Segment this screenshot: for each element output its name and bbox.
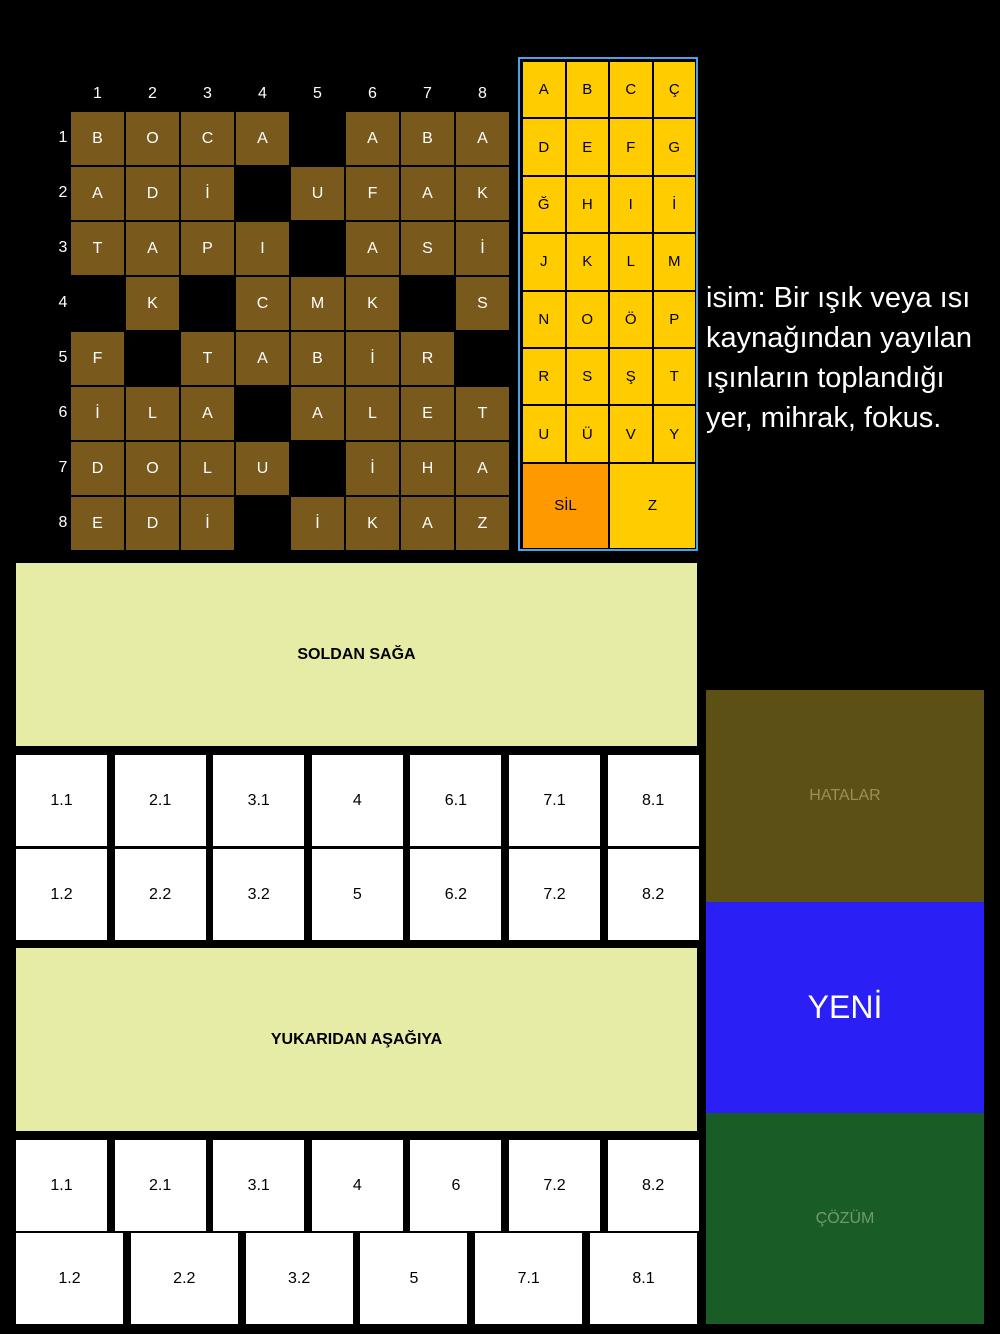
clue-button[interactable]: 5 bbox=[360, 1233, 467, 1324]
grid-cell[interactable]: K bbox=[126, 277, 179, 330]
clue-text: isim: Bir ışık veya ısı kaynağından yayılan ışınların toplandığı yer, mihrak, fokus. bbox=[706, 282, 973, 434]
letter-key[interactable]: Y bbox=[654, 406, 696, 461]
grid-cell[interactable]: S bbox=[456, 277, 509, 330]
grid-cell[interactable]: U bbox=[291, 167, 344, 220]
grid-cell[interactable]: F bbox=[71, 332, 124, 385]
letter-key[interactable]: Ü bbox=[567, 406, 609, 461]
grid-cell[interactable]: D bbox=[71, 442, 124, 495]
letter-key[interactable]: P bbox=[654, 292, 696, 347]
new-game-button[interactable]: YENİ bbox=[706, 902, 984, 1113]
solution-button[interactable]: ÇÖZÜM bbox=[706, 1113, 984, 1324]
grid-cell[interactable]: R bbox=[401, 332, 454, 385]
clue-button[interactable]: 3.1 bbox=[213, 1140, 304, 1231]
grid-cell[interactable]: A bbox=[456, 112, 509, 165]
clue-button[interactable]: 8.1 bbox=[608, 755, 699, 846]
delete-key[interactable]: SİL bbox=[523, 464, 608, 548]
grid-cell[interactable]: B bbox=[401, 112, 454, 165]
letter-key[interactable]: H bbox=[567, 177, 609, 232]
clue-button[interactable]: 3.2 bbox=[246, 1233, 353, 1324]
letter-key[interactable]: Ç bbox=[654, 62, 696, 117]
grid-cell[interactable]: D bbox=[126, 167, 179, 220]
clue-button[interactable]: 8.1 bbox=[590, 1233, 697, 1324]
grid-cell[interactable]: İ bbox=[181, 167, 234, 220]
letter-key[interactable]: R bbox=[523, 349, 565, 404]
row-label: 8 bbox=[58, 514, 68, 531]
grid-cell[interactable]: Z bbox=[456, 497, 509, 550]
grid-cell[interactable]: I bbox=[236, 222, 289, 275]
down-header[interactable]: YUKARIDAN AŞAĞIYA bbox=[16, 948, 697, 1131]
letter-key[interactable]: Ö bbox=[610, 292, 652, 347]
letter-key[interactable]: T bbox=[654, 349, 696, 404]
clue-button[interactable]: 1.2 bbox=[16, 849, 107, 940]
column-label: 7 bbox=[423, 85, 432, 102]
clue-button[interactable]: 7.2 bbox=[509, 849, 600, 940]
letter-key-z[interactable]: Z bbox=[610, 464, 695, 548]
across-header[interactable]: SOLDAN SAĞA bbox=[16, 563, 697, 746]
grid-cell[interactable]: A bbox=[401, 497, 454, 550]
letter-key[interactable]: A bbox=[523, 62, 565, 117]
column-label: 2 bbox=[148, 85, 157, 102]
letter-key[interactable]: U bbox=[523, 406, 565, 461]
grid-cell[interactable]: P bbox=[181, 222, 234, 275]
clue-button[interactable]: 6.1 bbox=[410, 755, 501, 846]
grid-cell[interactable]: A bbox=[346, 112, 399, 165]
grid-cell[interactable]: A bbox=[236, 332, 289, 385]
grid-cell[interactable]: A bbox=[401, 167, 454, 220]
clue-button[interactable]: 2.1 bbox=[115, 1140, 206, 1231]
letter-key[interactable]: S bbox=[567, 349, 609, 404]
column-label: 6 bbox=[368, 85, 377, 102]
clue-button[interactable]: 5 bbox=[312, 849, 403, 940]
clue-button[interactable]: 3.1 bbox=[213, 755, 304, 846]
grid-cell[interactable]: K bbox=[346, 277, 399, 330]
letter-keyboard bbox=[518, 57, 698, 551]
letter-key[interactable]: I bbox=[610, 177, 652, 232]
clue-button[interactable]: 2.1 bbox=[115, 755, 206, 846]
row-label: 5 bbox=[58, 349, 68, 366]
letter-key[interactable]: K bbox=[567, 234, 609, 289]
grid-cell[interactable]: İ bbox=[291, 497, 344, 550]
row-label: 1 bbox=[58, 129, 68, 146]
row-label: 4 bbox=[58, 294, 68, 311]
grid-cell[interactable]: L bbox=[346, 387, 399, 440]
letter-key[interactable]: İ bbox=[654, 177, 696, 232]
letter-key[interactable]: J bbox=[523, 234, 565, 289]
grid-cell[interactable]: A bbox=[181, 387, 234, 440]
grid-cell[interactable]: K bbox=[346, 497, 399, 550]
clue-button[interactable]: 1.1 bbox=[16, 1140, 107, 1231]
clue-button[interactable]: 4 bbox=[312, 1140, 403, 1231]
letter-key[interactable]: C bbox=[610, 62, 652, 117]
grid-cell[interactable]: A bbox=[456, 442, 509, 495]
clue-button[interactable]: 8.2 bbox=[608, 1140, 699, 1231]
letter-key[interactable]: M bbox=[654, 234, 696, 289]
grid-cell[interactable]: H bbox=[401, 442, 454, 495]
grid-cell[interactable]: L bbox=[181, 442, 234, 495]
grid-cell[interactable]: O bbox=[126, 442, 179, 495]
letter-key[interactable]: V bbox=[610, 406, 652, 461]
grid-cell[interactable]: M bbox=[291, 277, 344, 330]
grid-cell[interactable]: F bbox=[346, 167, 399, 220]
grid-cell[interactable]: E bbox=[401, 387, 454, 440]
grid-cell[interactable]: B bbox=[291, 332, 344, 385]
grid-cell[interactable]: İ bbox=[346, 442, 399, 495]
grid-cell[interactable]: A bbox=[126, 222, 179, 275]
clue-button[interactable]: 7.1 bbox=[475, 1233, 582, 1324]
grid-cell[interactable]: C bbox=[236, 277, 289, 330]
row-label: 2 bbox=[58, 184, 68, 201]
clue-button[interactable]: 7.1 bbox=[509, 755, 600, 846]
letter-key[interactable]: B bbox=[567, 62, 609, 117]
column-label: 1 bbox=[93, 85, 102, 102]
errors-button[interactable]: HATALAR bbox=[706, 690, 984, 902]
letter-key[interactable]: E bbox=[567, 119, 609, 174]
grid-cell[interactable]: B bbox=[71, 112, 124, 165]
grid-cell[interactable]: E bbox=[71, 497, 124, 550]
grid-cell[interactable]: T bbox=[181, 332, 234, 385]
grid-cell[interactable]: U bbox=[236, 442, 289, 495]
clue-button[interactable]: 2.2 bbox=[131, 1233, 238, 1324]
grid-cell[interactable]: A bbox=[236, 112, 289, 165]
grid-cell[interactable]: D bbox=[126, 497, 179, 550]
clue-button[interactable]: 8.2 bbox=[608, 849, 699, 940]
letter-key[interactable]: O bbox=[567, 292, 609, 347]
column-label: 3 bbox=[203, 85, 212, 102]
clue-button[interactable]: 4 bbox=[312, 755, 403, 846]
grid-cell[interactable]: C bbox=[181, 112, 234, 165]
grid-cell[interactable]: K bbox=[456, 167, 509, 220]
clue-button[interactable]: 1.1 bbox=[16, 755, 107, 846]
grid-cell[interactable]: A bbox=[291, 387, 344, 440]
grid-cell[interactable]: A bbox=[346, 222, 399, 275]
clue-button[interactable]: 2.2 bbox=[115, 849, 206, 940]
column-label: 5 bbox=[313, 85, 322, 102]
column-label: 4 bbox=[258, 85, 267, 102]
letter-key[interactable]: Ğ bbox=[523, 177, 565, 232]
grid-cell[interactable]: İ bbox=[346, 332, 399, 385]
clue-button[interactable]: 3.2 bbox=[213, 849, 304, 940]
grid-cell[interactable]: T bbox=[71, 222, 124, 275]
grid-cell[interactable]: O bbox=[126, 112, 179, 165]
column-label: 8 bbox=[478, 85, 487, 102]
letter-key[interactable]: G bbox=[654, 119, 696, 174]
clue-button[interactable]: 6 bbox=[410, 1140, 501, 1231]
letter-key[interactable]: L bbox=[610, 234, 652, 289]
grid-cell[interactable]: T bbox=[456, 387, 509, 440]
clue-button[interactable]: 1.2 bbox=[16, 1233, 123, 1324]
letter-key[interactable]: F bbox=[610, 119, 652, 174]
grid-cell[interactable]: L bbox=[126, 387, 179, 440]
row-label: 6 bbox=[58, 404, 68, 421]
clue-button[interactable]: 6.2 bbox=[410, 849, 501, 940]
row-label: 7 bbox=[58, 459, 68, 476]
letter-key[interactable]: D bbox=[523, 119, 565, 174]
letter-key[interactable]: N bbox=[523, 292, 565, 347]
grid-cell[interactable]: İ bbox=[71, 387, 124, 440]
letter-key[interactable]: Ş bbox=[610, 349, 652, 404]
grid-cell[interactable]: İ bbox=[456, 222, 509, 275]
row-label: 3 bbox=[58, 239, 68, 256]
grid-cell[interactable]: A bbox=[71, 167, 124, 220]
grid-cell[interactable]: S bbox=[401, 222, 454, 275]
grid-cell[interactable]: İ bbox=[181, 497, 234, 550]
clue-button[interactable]: 7.2 bbox=[509, 1140, 600, 1231]
